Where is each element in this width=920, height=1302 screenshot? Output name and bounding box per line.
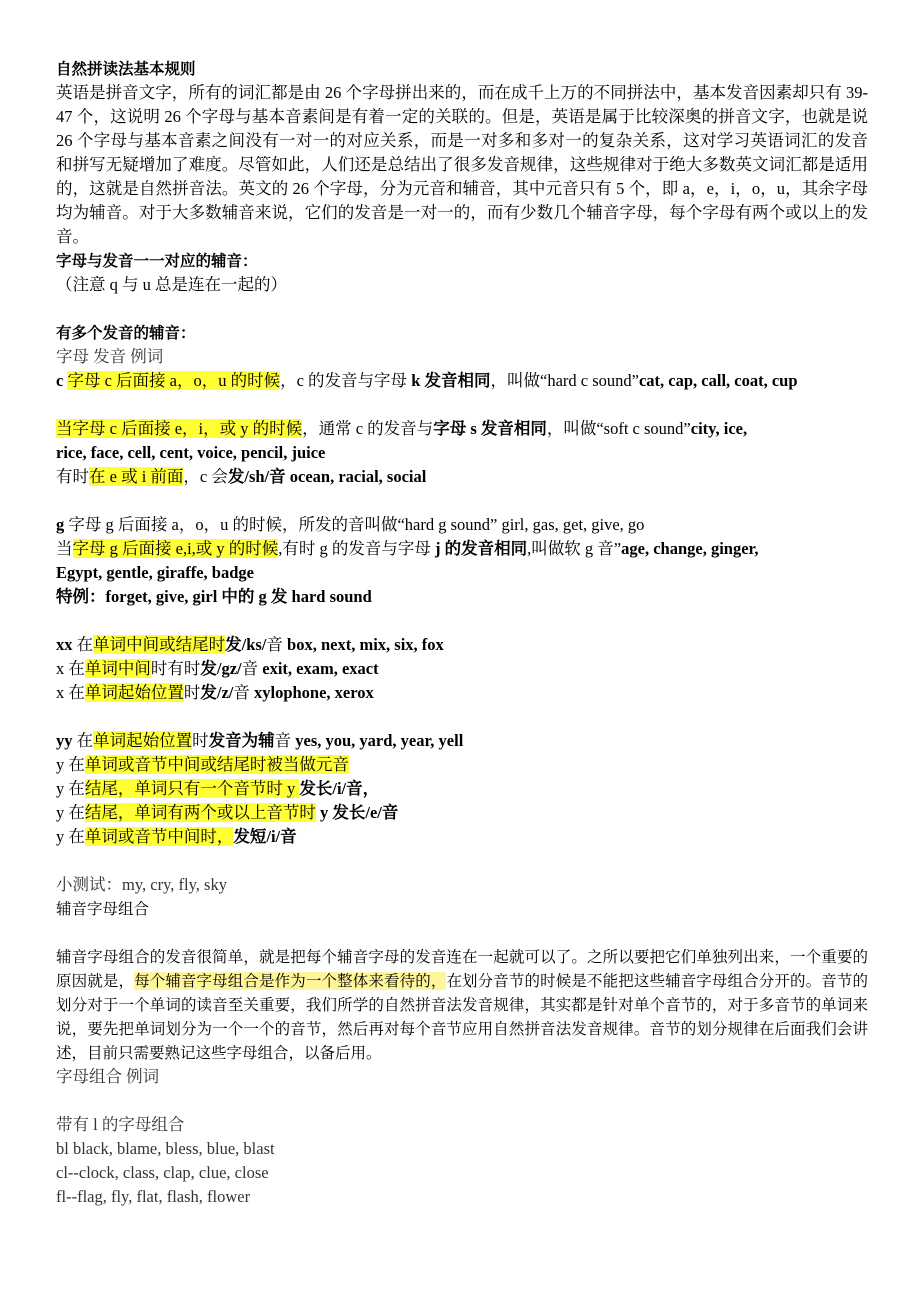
letter: y xyxy=(56,779,65,798)
x-rule xyxy=(56,657,868,681)
quiz-line: 小测试：my, cry, fly, sky xyxy=(56,875,227,894)
example-words: box, next, mix, six, fox xyxy=(282,635,444,654)
text: 辅音字母组合的发音很简单，就是把每个辅音字母的发音连在一起就可以了。之所以要把它们单独列出来，一个重要的原因就是， xyxy=(56,948,868,990)
bold-text: 发音为辅 xyxy=(208,731,275,750)
g-soft-examples: Egypt, gentle, giraffe, badge xyxy=(56,563,254,582)
highlight: 单词起始位置 xyxy=(93,731,193,750)
highlight: 结尾，单词只有一个音节时 y xyxy=(84,779,300,798)
text: 在 xyxy=(72,731,94,750)
g-rule-soft xyxy=(56,537,868,561)
spacer xyxy=(56,921,868,945)
letter: xx xyxy=(56,635,73,654)
cluster-column-labels: 字母组合 例词 xyxy=(56,1067,160,1086)
letter: x xyxy=(56,683,65,702)
example-words: cat, cap, call, coat, cup xyxy=(638,371,798,390)
highlight: 单词中间 xyxy=(84,659,151,678)
text: ，叫做“soft c sound” xyxy=(546,419,691,438)
cluster-item: cl--clock, class, clap, clue, close xyxy=(56,1163,269,1182)
x-rule xyxy=(56,633,868,657)
highlight: 字母 c 后面接 a，o，u 的时候 xyxy=(67,371,281,390)
text: 在划分音节的时候是不能把这些辅音字母组合分开的。音节的划分对于一个单词的读音至关重要，我们所学的自然拼音法发音规律，其实都是针对单个音节的，对于多音节的单词来说，要先把单词划分为一个一个的音节，然后再对每个音节应用自然拼音法发音规律。音节的划分规律在后面我们会讲述，目前只需要熟记这些字母组合，以备后用。 xyxy=(56,972,868,1062)
letter: c xyxy=(56,371,64,390)
text: 时 xyxy=(192,731,209,750)
highlight: 当字母 c 后面接 e，i，或 y 的时候 xyxy=(56,419,303,438)
text: 在 xyxy=(64,683,85,702)
c-rule-sh xyxy=(56,465,868,489)
clusters-paragraph xyxy=(56,945,868,1065)
text: 在 xyxy=(72,635,94,654)
letter: y xyxy=(56,803,65,822)
spacer xyxy=(56,849,868,873)
spacer xyxy=(56,705,868,729)
spacer xyxy=(56,297,868,321)
text: 音 xyxy=(241,659,259,678)
text: ，叫做“hard c sound” xyxy=(490,371,639,390)
example-words: city, ice, xyxy=(690,419,748,438)
highlight: 在 e 或 i 前面 xyxy=(89,467,184,486)
text: 音 xyxy=(274,731,292,750)
document-page xyxy=(56,57,868,1209)
example-words: yes, you, yard, year, yell xyxy=(291,731,464,750)
letter: yy xyxy=(56,731,73,750)
text: 当 xyxy=(56,539,73,558)
text: 时 xyxy=(183,683,201,702)
example-words: exit, exam, exact xyxy=(258,659,379,678)
y-rule xyxy=(56,729,868,753)
cluster-item: fl--flag, fly, flat, flash, flower xyxy=(56,1187,251,1206)
text: ，c 会 xyxy=(183,467,228,486)
example-words: 发/sh/音 ocean, racial, social xyxy=(227,467,427,486)
y-rule xyxy=(56,825,868,849)
letter: g xyxy=(56,515,65,534)
text: 在 xyxy=(64,779,85,798)
bold-text: 发/z/ xyxy=(200,683,234,702)
highlight: 单词或音节中间或结尾时被当做元音 xyxy=(84,755,349,774)
y-rule xyxy=(56,801,868,825)
bold-text: 发/ks/ xyxy=(225,635,267,654)
g-rule-hard xyxy=(56,513,868,537)
text: 时有时 xyxy=(150,659,201,678)
multi-sound-heading: 有多个发音的辅音： xyxy=(56,324,196,342)
highlight: 单词或音节中间时， xyxy=(84,827,234,846)
spacer xyxy=(56,393,868,417)
l-cluster-heading: 带有 l 的字母组合 xyxy=(56,1115,185,1134)
y-rule xyxy=(56,777,868,801)
highlight: 单词中间或结尾时 xyxy=(93,635,226,654)
letter: y xyxy=(56,755,65,774)
example-words: age, change, ginger, xyxy=(621,539,759,558)
text: 字母 g 后面接 a，o，u 的时候，所发的音叫做“hard g sound” girl, gas, get, give, go xyxy=(64,515,645,534)
letter: x xyxy=(56,659,65,678)
x-rule xyxy=(56,681,868,705)
spacer xyxy=(56,1089,868,1113)
y-rule xyxy=(56,753,868,777)
bold-text: 发/gz/ xyxy=(200,659,242,678)
text: ,有时 g 的发音与字母 xyxy=(278,539,431,558)
text: 在 xyxy=(64,803,85,822)
highlight: 每个辅音字母组合是作为一个整体来看待的， xyxy=(134,972,447,990)
q-u-note: （注意 q 与 u 总是连在一起的） xyxy=(56,275,287,294)
highlight: 字母 g 后面接 e,i,或 y 的时候 xyxy=(72,539,279,558)
c-rule-hard xyxy=(56,369,868,393)
spacer xyxy=(56,609,868,633)
letter: y xyxy=(56,827,65,846)
bold-text: 发短/i/音 xyxy=(233,827,297,846)
c-rule-soft xyxy=(56,417,868,441)
highlight: 单词起始位置 xyxy=(84,683,184,702)
example-words: xylophone, xerox xyxy=(249,683,374,702)
highlight: 结尾，单词有两个或以上音节时 xyxy=(84,803,316,822)
text: ，c 的发音与字母 xyxy=(280,371,408,390)
text: 在 xyxy=(64,827,85,846)
clusters-heading: 辅音字母组合 xyxy=(56,900,150,918)
intro-paragraph: 英语是拼音文字，所有的词汇都是由 26 个字母拼出来的，而在成千上万的不同拼法中，基本发音因素却只有 39-47 个，这说明 26 个字母与基本音素间是有着一定的关联的。但是，英语是属于比较深奥的拼音文字，也就是说 26 个字母与基本音素之间没有一对一的对应关系，而是一对多和多对一的复杂关系，这对学习英语词汇的发音和拼写无疑增加了难度。尽管如此，人们还是总结出了很多发音规律，这些规律对于绝大多数英文词汇都是适用的，这就是自然拼音法。英文的 26 个字母，分为元音和辅音，其中元音只有 5 个，即 a，e，i，o，u，其余字母均为辅音。对于大多数辅音来说，它们的发音是一对一的，而有少数几个辅音字母，每个字母有两个或以上的发音。 xyxy=(56,83,868,246)
spacer xyxy=(56,489,868,513)
bold-text: j 的发音相同 xyxy=(430,539,528,558)
one-to-one-heading: 字母与发音一一对应的辅音： xyxy=(56,252,258,270)
column-labels: 字母 发音 例词 xyxy=(56,347,164,366)
cluster-item: bl black, blame, bless, blue, blast xyxy=(56,1139,275,1158)
text: 在 xyxy=(64,659,85,678)
text: 音 xyxy=(233,683,250,702)
bold-text: 发长/i/音， xyxy=(299,779,380,798)
g-exception: 特例：forget, give, girl 中的 g 发 hard sound xyxy=(56,587,372,606)
bold-text: k 发音相同 xyxy=(407,371,491,390)
text: 音 xyxy=(266,635,283,654)
c-soft-examples: rice, face, cell, cent, voice, pencil, juice xyxy=(56,443,326,462)
doc-title: 自然拼读法基本规则 xyxy=(56,60,196,78)
text: ,叫做软 g 音” xyxy=(527,539,622,558)
text: ，通常 c 的发音与 xyxy=(302,419,434,438)
text: 有时 xyxy=(56,467,89,486)
text: 在 xyxy=(64,755,85,774)
bold-text: 字母 s 发音相同 xyxy=(433,419,547,438)
bold-text: y 发长/e/音 xyxy=(315,803,399,822)
